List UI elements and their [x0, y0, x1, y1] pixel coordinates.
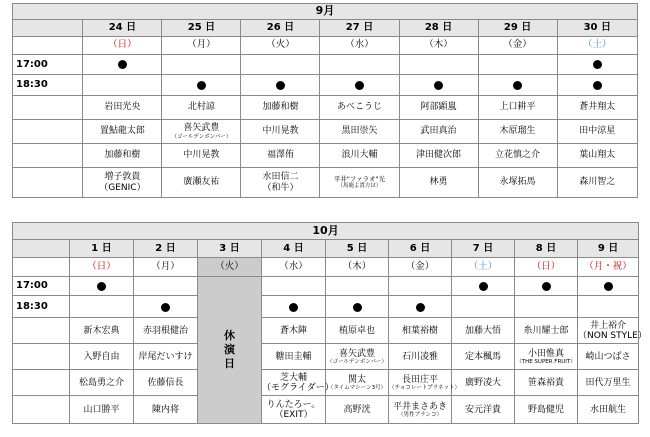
- cast-name: 浪川大輔: [341, 150, 378, 161]
- cast-name: 芝大輔: [279, 372, 307, 383]
- weekday-label: （月）: [134, 258, 198, 277]
- performance-dot-icon: [593, 60, 602, 69]
- cast-affiliation: （ゴールデンボンバー）: [171, 133, 232, 140]
- weekday-label: （日）: [70, 258, 134, 277]
- cast-cell: [162, 96, 241, 120]
- cast-cell: [241, 120, 320, 144]
- performance-cell: [70, 277, 134, 296]
- cast-cell: [578, 344, 639, 370]
- time-row-1700: [13, 277, 639, 296]
- date-number: 29 日: [478, 20, 557, 37]
- performance-dot-icon: [434, 81, 443, 90]
- cast-name: 関太: [347, 374, 366, 385]
- cast-name: 廣瀬友祐: [183, 177, 220, 188]
- performance-cell: [262, 296, 326, 318]
- cast-affiliation: （タイムマシーン3号）: [327, 384, 387, 391]
- date-number: 28 日: [399, 20, 478, 37]
- cast-cell: [320, 96, 399, 120]
- weekday-row: [13, 37, 638, 55]
- cast-name: 木原瑠生: [499, 126, 536, 137]
- cast-cell: [389, 396, 452, 424]
- cast-affiliation: （馬鹿よ貴方は）: [337, 183, 382, 190]
- performance-dot-icon: [604, 282, 613, 291]
- time-label: 17:00: [13, 55, 83, 75]
- time-row-1700: [13, 55, 638, 75]
- weekday-label: （水）: [320, 37, 399, 55]
- cast-cell: [399, 168, 478, 198]
- cast-name: 井上裕介: [590, 320, 627, 331]
- date-number: 26 日: [241, 20, 320, 37]
- cast-name: 加藤和樹: [104, 150, 141, 161]
- cast-row: [13, 396, 639, 424]
- cast-name: 松島勇之介: [78, 377, 124, 388]
- weekday-label: （日）: [515, 258, 578, 277]
- time-label: 17:00: [13, 277, 70, 296]
- weekday-label: （金）: [389, 258, 452, 277]
- time-label: 18:30: [13, 296, 70, 318]
- cast-name: 廣野凌大: [464, 377, 501, 388]
- cast-name: 中川晃教: [262, 126, 299, 137]
- cast-name: 岩田光央: [104, 102, 141, 113]
- cast-name: 水田信二: [262, 172, 299, 183]
- time-label: 18:30: [13, 75, 83, 96]
- cast-name: 阿部顕嵐: [420, 102, 457, 113]
- cast-cell: [478, 144, 557, 168]
- cast-name: 崎山つばさ: [585, 351, 631, 362]
- time-row-1830: [13, 296, 639, 318]
- cast-cell: [241, 96, 320, 120]
- cast-name: 笹森裕貴: [527, 377, 564, 388]
- cast-cell: [478, 96, 557, 120]
- performance-dot-icon: [161, 303, 170, 312]
- date-number: 3 日: [198, 240, 262, 258]
- cast-cell: [399, 144, 478, 168]
- cast-affiliation: （和牛）: [262, 182, 299, 193]
- cast-name: 上口耕平: [499, 102, 536, 113]
- weekday-label: （水）: [262, 258, 326, 277]
- performance-dot-icon: [593, 81, 602, 90]
- cast-cell: [162, 120, 241, 144]
- performance-cell: [389, 277, 452, 296]
- performance-cell: [478, 75, 557, 96]
- cast-name: 置鮎龍太郎: [99, 126, 145, 137]
- corner-cell: [13, 20, 83, 37]
- corner-cell: [13, 240, 70, 258]
- time-row-1830: [13, 75, 638, 96]
- performance-dot-icon: [197, 81, 206, 90]
- cast-cell: [389, 318, 452, 344]
- cast-affiliation: （モグライダー）: [262, 382, 334, 393]
- holiday-char: 日: [224, 357, 235, 371]
- cast-name: 増子敦貴: [104, 172, 141, 183]
- cast-cell: [70, 370, 134, 396]
- cast-affiliation: （GENIC）: [99, 182, 146, 193]
- cast-name: 野島健児: [527, 404, 564, 415]
- performance-cell: [578, 296, 639, 318]
- performance-cell: [134, 296, 198, 318]
- cast-name: 喜矢武豊: [338, 348, 375, 359]
- cast-cell: [452, 396, 515, 424]
- cast-name: 平井"ファラオ"光: [333, 174, 386, 183]
- cast-row: [13, 144, 638, 168]
- blank-cell: [13, 144, 83, 168]
- weekday-label: （日）: [83, 37, 162, 55]
- weekday-label: （土）: [557, 37, 637, 55]
- date-number-row: [13, 20, 638, 37]
- performance-dot-icon: [118, 60, 127, 69]
- cast-cell: [83, 168, 162, 198]
- performance-cell: [83, 55, 162, 75]
- cast-name: 武田真治: [420, 126, 457, 137]
- cast-cell: [326, 370, 389, 396]
- cast-affiliation: （ゴールデンボンバー）: [327, 358, 387, 365]
- performance-cell: [515, 277, 578, 296]
- cast-cell: [134, 370, 198, 396]
- cast-cell: [320, 144, 399, 168]
- performance-dot-icon: [542, 282, 551, 291]
- performance-cell: [326, 296, 389, 318]
- cast-name: 相葉裕樹: [401, 325, 438, 336]
- performance-cell: [241, 75, 320, 96]
- performance-dot-icon: [97, 282, 106, 291]
- cast-name: あべこうじ: [336, 102, 382, 113]
- cast-cell: [326, 344, 389, 370]
- cast-cell: [134, 344, 198, 370]
- september-schedule-table: [12, 3, 638, 198]
- performance-cell: [578, 277, 639, 296]
- cast-name: 陳内将: [151, 404, 179, 415]
- date-number: 8 日: [515, 240, 578, 258]
- blank-cell: [13, 396, 70, 424]
- blank-cell: [13, 370, 70, 396]
- cast-name: 森川智之: [579, 177, 616, 188]
- cast-cell: [262, 318, 326, 344]
- weekday-label: （木）: [326, 258, 389, 277]
- cast-name: 平井まさあき: [392, 401, 447, 412]
- weekday-label: （月・祝）: [578, 258, 639, 277]
- blank-cell: [13, 120, 83, 144]
- cast-cell: [578, 370, 639, 396]
- cast-row: [13, 344, 639, 370]
- blank-cell: [13, 168, 83, 198]
- performance-cell: [452, 277, 515, 296]
- cast-cell: [134, 318, 198, 344]
- weekday-row: [13, 258, 639, 277]
- cast-name: 加藤和樹: [262, 102, 299, 113]
- month-header-september: 9月: [13, 4, 638, 20]
- cast-cell: [70, 396, 134, 424]
- weekday-label: （火）: [241, 37, 320, 55]
- cast-name: 蒼井翔太: [579, 102, 616, 113]
- month-header-october: 10月: [13, 223, 639, 240]
- cast-name: 水田航生: [590, 404, 627, 415]
- cast-cell: [326, 318, 389, 344]
- cast-name: 蒼木陣: [279, 325, 307, 336]
- cast-name: 永塚拓馬: [499, 177, 536, 188]
- performance-dot-icon: [276, 81, 285, 90]
- cast-name: 定本楓馬: [464, 351, 501, 362]
- performance-cell: [162, 75, 241, 96]
- holiday-cell: [198, 277, 262, 424]
- performance-dot-icon: [479, 282, 488, 291]
- cast-cell: [320, 120, 399, 144]
- performance-cell: [241, 55, 320, 75]
- date-number: 25 日: [162, 20, 241, 37]
- cast-cell: [515, 344, 578, 370]
- date-number: 24 日: [83, 20, 162, 37]
- cast-name: 糖田圭輔: [275, 351, 312, 362]
- cast-cell: [515, 318, 578, 344]
- cast-name: 石川凌雅: [401, 351, 438, 362]
- cast-cell: [70, 318, 134, 344]
- cast-cell: [557, 96, 637, 120]
- cast-name: 立花慎之介: [495, 150, 541, 161]
- performance-dot-icon: [353, 303, 362, 312]
- cast-cell: [557, 168, 637, 198]
- cast-name: 安元洋貴: [464, 404, 501, 415]
- performance-dot-icon: [289, 303, 298, 312]
- holiday-label: [198, 329, 261, 372]
- cast-row: [13, 96, 638, 120]
- date-number: 30 日: [557, 20, 637, 37]
- cast-name: りんたろー。: [266, 399, 321, 410]
- cast-cell: [452, 318, 515, 344]
- cast-row: [13, 120, 638, 144]
- cast-name: 入野自由: [83, 351, 120, 362]
- date-number: 6 日: [389, 240, 452, 258]
- cast-affiliation: （男性ブランコ）: [397, 411, 442, 418]
- cast-affiliation: （NON STYLE）: [578, 330, 647, 341]
- cast-name: 田中涼星: [579, 126, 616, 137]
- cast-row: [13, 168, 638, 198]
- cast-name: 中川晃教: [183, 150, 220, 161]
- cast-cell: [262, 370, 334, 396]
- cast-cell: [452, 370, 515, 396]
- performance-cell: [70, 296, 134, 318]
- cast-cell: [262, 396, 326, 424]
- cast-name: 糸川耀士郎: [523, 325, 569, 336]
- corner-cell: [13, 37, 83, 55]
- cast-name: 福澤侑: [266, 150, 294, 161]
- performance-cell: [515, 296, 578, 318]
- cast-cell: [70, 344, 134, 370]
- blank-cell: [13, 318, 70, 344]
- date-number-row: [13, 240, 639, 258]
- weekday-label: （金）: [478, 37, 557, 55]
- cast-cell: [326, 396, 389, 424]
- cast-cell: [162, 144, 241, 168]
- cast-cell: [241, 168, 320, 198]
- cast-name: 葉山翔太: [579, 150, 616, 161]
- performance-cell: [557, 75, 637, 96]
- cast-cell: [83, 120, 162, 144]
- cast-cell: [578, 396, 639, 424]
- cast-cell: [478, 120, 557, 144]
- holiday-char: 演: [224, 343, 235, 357]
- performance-cell: [83, 75, 162, 96]
- performance-cell: [320, 55, 399, 75]
- cast-name: 北村諒: [187, 102, 215, 113]
- performance-dot-icon: [355, 81, 364, 90]
- cast-cell: [478, 168, 557, 198]
- date-number: 27 日: [320, 20, 399, 37]
- cast-affiliation: （THE SUPER FRUIT）: [516, 358, 576, 365]
- cast-cell: [452, 344, 515, 370]
- performance-cell: [399, 75, 478, 96]
- performance-cell: [478, 55, 557, 75]
- cast-cell: [578, 318, 647, 344]
- weekday-label: （土）: [452, 258, 515, 277]
- performance-cell: [389, 296, 452, 318]
- cast-name: 林勇: [429, 177, 448, 188]
- cast-name: 岸尾だいすけ: [138, 351, 193, 362]
- cast-cell: [557, 120, 637, 144]
- cast-name: 小田惟真: [527, 348, 564, 359]
- performance-cell: [134, 277, 198, 296]
- cast-name: 山口勝平: [83, 404, 120, 415]
- cast-cell: [389, 344, 452, 370]
- blank-cell: [13, 344, 70, 370]
- cast-cell: [83, 144, 162, 168]
- cast-cell: [320, 168, 399, 198]
- cast-cell: [83, 96, 162, 120]
- cast-name: 長田庄平: [401, 374, 438, 385]
- date-number: 2 日: [134, 240, 198, 258]
- october-schedule-table: [12, 222, 647, 424]
- cast-name: 喜矢武豊: [183, 123, 220, 134]
- cast-cell: [399, 120, 478, 144]
- cast-cell: [515, 370, 578, 396]
- cast-name: 田代万里生: [585, 377, 631, 388]
- cast-name: 赤羽根健治: [142, 325, 188, 336]
- performance-dot-icon: [513, 81, 522, 90]
- cast-cell: [399, 96, 478, 120]
- date-number: 7 日: [452, 240, 515, 258]
- date-number: 1 日: [70, 240, 134, 258]
- performance-cell: [557, 55, 637, 75]
- performance-cell: [399, 55, 478, 75]
- cast-row: [13, 318, 639, 344]
- cast-cell: [262, 344, 326, 370]
- performance-cell: [452, 296, 515, 318]
- weekday-label: （木）: [399, 37, 478, 55]
- cast-name: 高野洸: [343, 404, 371, 415]
- performance-cell: [162, 55, 241, 75]
- performance-dot-icon: [416, 303, 425, 312]
- cast-row: [13, 370, 639, 396]
- weekday-label: （月）: [162, 37, 241, 55]
- cast-name: 佐藤信長: [147, 377, 184, 388]
- cast-cell: [557, 144, 637, 168]
- date-number: 4 日: [262, 240, 326, 258]
- corner-cell: [13, 258, 70, 277]
- weekday-label: （火）: [198, 258, 262, 277]
- cast-cell: [162, 168, 241, 198]
- date-number: 9 日: [578, 240, 639, 258]
- cast-name: 津田健次郎: [416, 150, 462, 161]
- cast-cell: [515, 396, 578, 424]
- cast-cell: [241, 144, 320, 168]
- performance-cell: [326, 277, 389, 296]
- cast-cell: [389, 370, 461, 396]
- cast-name: 植原卓也: [338, 325, 375, 336]
- cast-cell: [134, 396, 198, 424]
- holiday-char: 休: [224, 328, 235, 342]
- cast-affiliation: （チョコレートプラネット）: [389, 384, 461, 391]
- cast-name: 黒田崇矢: [341, 126, 378, 137]
- blank-cell: [13, 96, 83, 120]
- performance-cell: [262, 277, 326, 296]
- cast-name: 加藤大悟: [464, 325, 501, 336]
- cast-name: 新木宏典: [83, 325, 120, 336]
- performance-cell: [320, 75, 399, 96]
- date-number: 5 日: [326, 240, 389, 258]
- cast-affiliation: （EXIT）: [274, 409, 313, 420]
